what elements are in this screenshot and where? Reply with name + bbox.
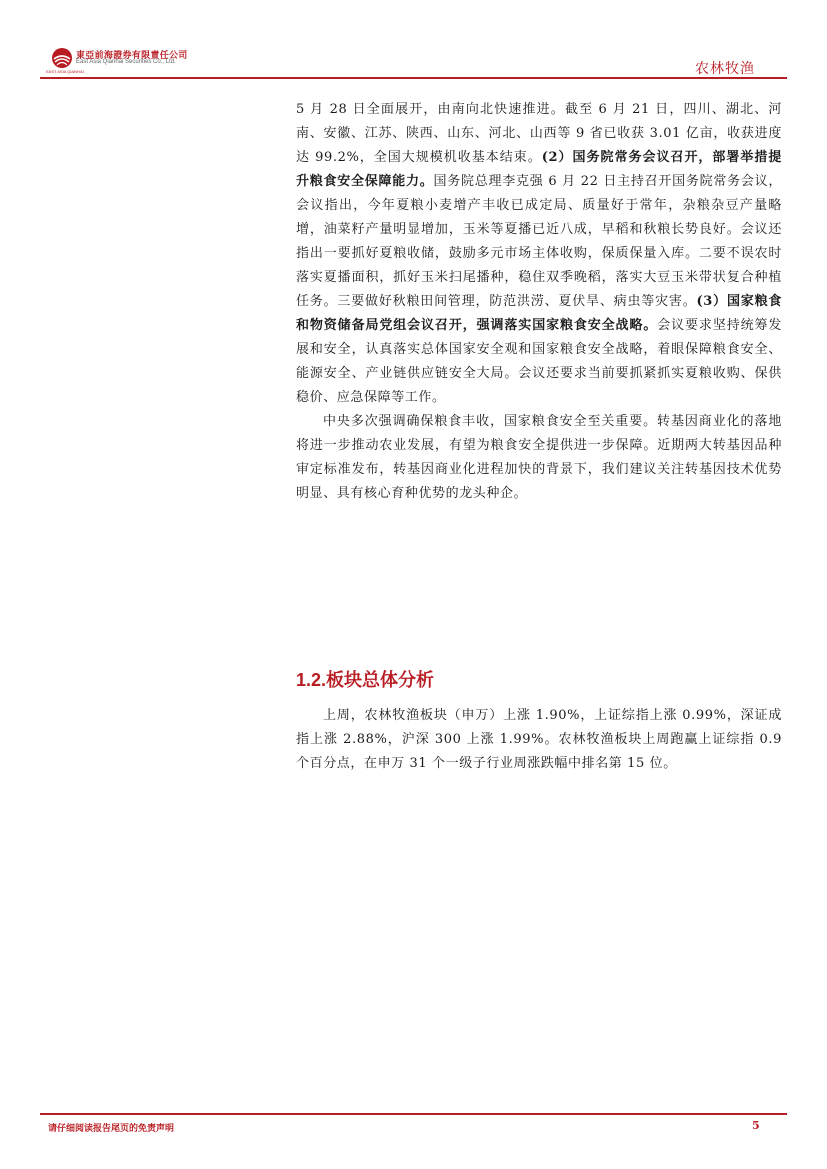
- company-logo: [40, 44, 200, 74]
- logo-small-en: EAST ASIA QIANHAI: [46, 69, 84, 74]
- company-logo-icon: [50, 46, 74, 70]
- company-name-cn: 東亞前海證券有限責任公司: [76, 50, 188, 60]
- report-section-title: 农林牧渔: [695, 61, 755, 77]
- header-divider: [40, 77, 787, 79]
- body-content: [296, 98, 782, 506]
- bold-heading-3: (3）国家粮食和物资储备局党组会议召开，强调落实国家粮食安全战略。: [296, 294, 782, 333]
- page-number: 5: [752, 1119, 760, 1132]
- body-paragraph-2: 中央多次强调确保粮食丰收，国家粮食安全至关重要。转基因商业化的落地将进一步推动农业发展，有望为粮食安全提供进一步保障。近期两大转基因品种审定标准发布，转基因商业化进程加快的背景下，我们建议关注转基因技术优势明显、具有核心育种优势的龙头种企。: [296, 414, 782, 501]
- footer-divider: [40, 1113, 787, 1115]
- bold-heading-2: (2）国务院常务会议召开，部署举措提升粮食安全保障能力。: [296, 150, 782, 189]
- paragraph-text: 国务院总理李克强 6 月 22 日主持召开国务院常务会议，会议指出，今年夏粮小麦增产丰收已成定局、质量好于常年，杂粮杂豆产量略增，油菜籽产量明显增加，玉米等夏播已近八成，早稻和秋粮长势良好。会议还指出一要抓好夏粮收储，鼓励多元市场主体收购，保质保量入库。二要不误农时落实夏播面积，抓好玉米扫尾播种，稳住双季晚稻，落实大豆玉米带状复合种植任务。三要做好秋粮田间管理，防范洪涝、夏伏旱、病虫等灾害。: [296, 174, 782, 309]
- company-name-en: East Asia Qianhai Securities Co., Ltd.: [76, 59, 176, 65]
- section-content: [296, 704, 782, 776]
- page-header: [40, 44, 787, 80]
- paragraph-text: 5 月 28 日全面展开，由南向北快速推进。截至 6 月 21 日，四川、湖北、河南、安徽、江苏、陕西、山东、河北、山西等 9 省已收获 3.01 亿亩，收获进度达 99.2%，全国大规模机收基本结束。: [296, 102, 782, 165]
- section-heading: 1.2.板块总体分析: [296, 670, 435, 690]
- body-paragraph-1: [296, 98, 782, 410]
- paragraph-text: 会议要求坚持统筹发展和安全，认真落实总体国家安全观和国家粮食安全战略，着眼保障粮食安全、能源安全、产业链供应链安全大局。会议还要求当前要抓紧抓实夏粮收购、保供稳价、应急保障等工作。: [296, 318, 782, 405]
- footer-disclaimer: 请仔细阅读报告尾页的免责声明: [48, 1124, 175, 1134]
- section-paragraph: 上周，农林牧渔板块（申万）上涨 1.90%，上证综指上涨 0.99%，深证成指上涨 2.88%，沪深 300 上涨 1.99%。农林牧渔板块上周跑赢上证综指 0.9 个百分点，在申万 31 个一级子行业周涨跌幅中排名第 15 位。: [296, 708, 782, 771]
